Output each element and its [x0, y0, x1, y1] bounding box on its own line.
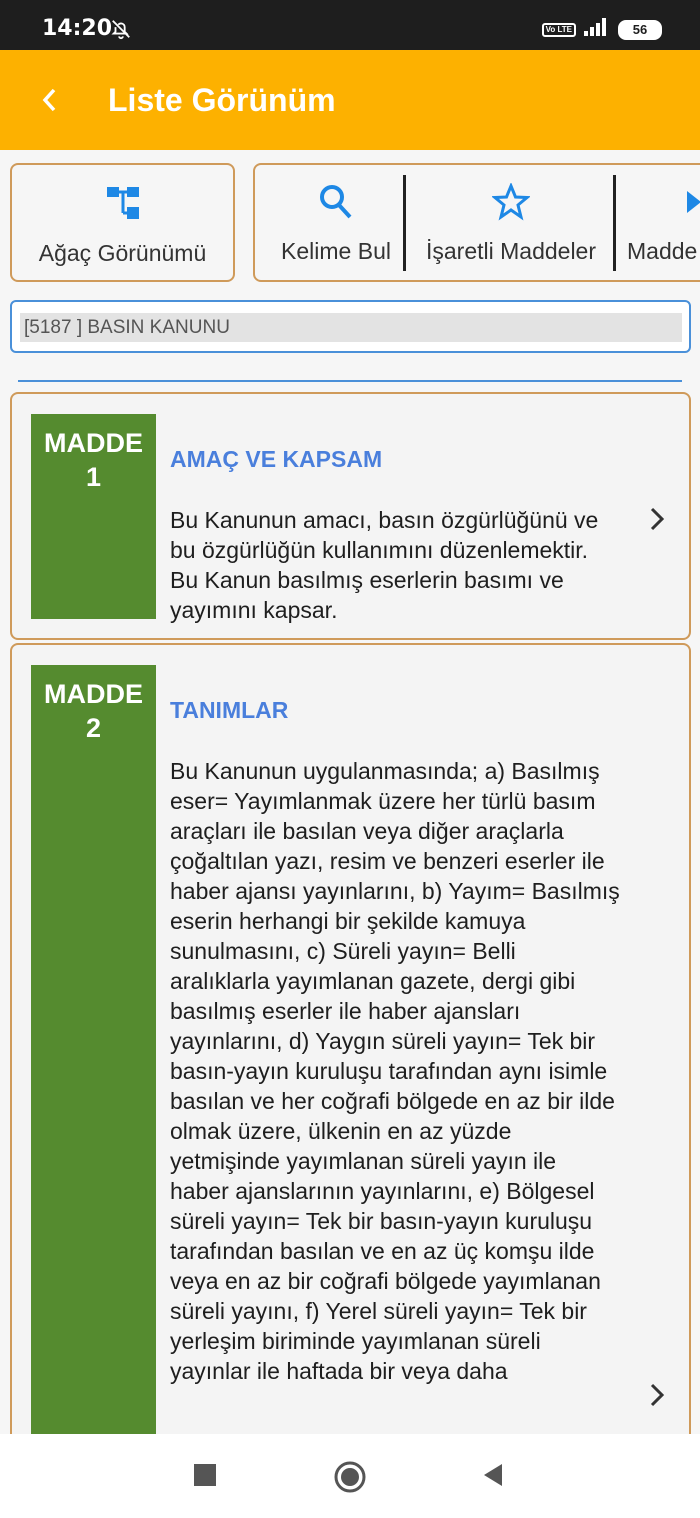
law-selector-value: [5187 ] BASIN KANUNU — [20, 313, 682, 342]
badge-word: MADDE — [44, 428, 143, 458]
signal-icon — [584, 18, 610, 41]
volte-icon: Vo LTE — [542, 23, 576, 37]
badge-number: 2 — [85, 713, 102, 743]
star-icon — [492, 183, 530, 226]
back-nav-icon[interactable] — [482, 1460, 504, 1495]
status-bar — [0, 0, 700, 50]
status-time: 14:20 — [42, 16, 113, 41]
back-button[interactable] — [30, 80, 70, 120]
badge-word: MADDE — [44, 679, 143, 709]
article-text: Bu Kanunun amacı, basın özgürlüğünü ve bu özgürlüğün kullanımını düzenlemektir. Bu Kanun basılmış eserlerin basımı ve yayımını kapsar. — [170, 507, 599, 623]
battery-icon: 56 — [618, 20, 662, 40]
toolbar-scroll[interactable] — [253, 163, 700, 282]
article-card[interactable] — [10, 392, 691, 640]
tree-view-button[interactable] — [10, 163, 235, 282]
app-bar — [0, 50, 700, 150]
divider — [18, 380, 682, 382]
toolbar-divider — [613, 175, 616, 271]
page-title: Liste Görünüm — [108, 82, 336, 118]
chevron-left-icon — [40, 86, 60, 114]
recent-apps-icon[interactable] — [194, 1460, 216, 1495]
bell-off-icon — [110, 18, 132, 45]
toolbar-divider — [403, 175, 406, 271]
play-icon — [683, 183, 700, 226]
chevron-right-icon[interactable] — [647, 1380, 667, 1415]
chevron-right-icon[interactable] — [647, 504, 667, 539]
article-badge — [31, 665, 156, 1443]
items-label: Madde — [627, 238, 698, 264]
find-word-label: Kelime Bul — [281, 238, 391, 264]
article-title: AMAÇ VE KAPSAM — [170, 446, 383, 472]
badge-number: 1 — [85, 462, 102, 492]
article-badge — [31, 414, 156, 619]
find-word-button[interactable] — [275, 165, 397, 280]
article-title: TANIMLAR — [170, 697, 289, 723]
system-nav-bar — [0, 1434, 700, 1518]
marked-items-button[interactable] — [415, 165, 607, 280]
tree-structure-icon — [103, 183, 143, 228]
search-icon — [318, 183, 354, 226]
article-card[interactable] — [10, 643, 691, 1443]
law-selector-field[interactable] — [10, 300, 691, 353]
home-icon[interactable] — [333, 1460, 367, 1499]
items-button[interactable] — [627, 165, 700, 280]
article-text: Bu Kanunun uygulanmasında; a) Basılmış eser= Yayımlanmak üzere her türlü basım araçları ile basılan veya diğer araçlarla çoğaltılan yazı, resim ve benzeri eserler ile haber ajansı yayınlarını, b) Yayım= Basılmış eserin herhangi bir şekilde kamuya sunulmasını, c) Süreli yayın= Belli aralıklarla yayımlanan gazete, dergi gibi basılmış eserler ile haber ajansları yayınlarını, d) Yaygın süreli yayın= Tek bir basın-yayın kuruluşu tarafından aynı isimle basılan ve her coğrafi bölgede en az bir ilde olmak üzere, ülkenin en az yüzde yetmişinde yayımlanan süreli yayın ile haber ajanslarının yayınlarını, e) Bölgesel süreli yayın= Tek bir basın-yayın kuruluşu tarafından basılan ve en az üç komşu ilde veya en az bir coğrafi bölgede yayımlanan süreli yayını, f) Yerel süreli yayın= Tek bir yerleşim biriminde yayımlanan süreli yayınlar ile haftada bir veya daha — [170, 758, 620, 1384]
marked-items-label: İşaretli Maddeler — [425, 238, 597, 264]
tree-view-label: Ağaç Görünümü — [38, 240, 207, 266]
